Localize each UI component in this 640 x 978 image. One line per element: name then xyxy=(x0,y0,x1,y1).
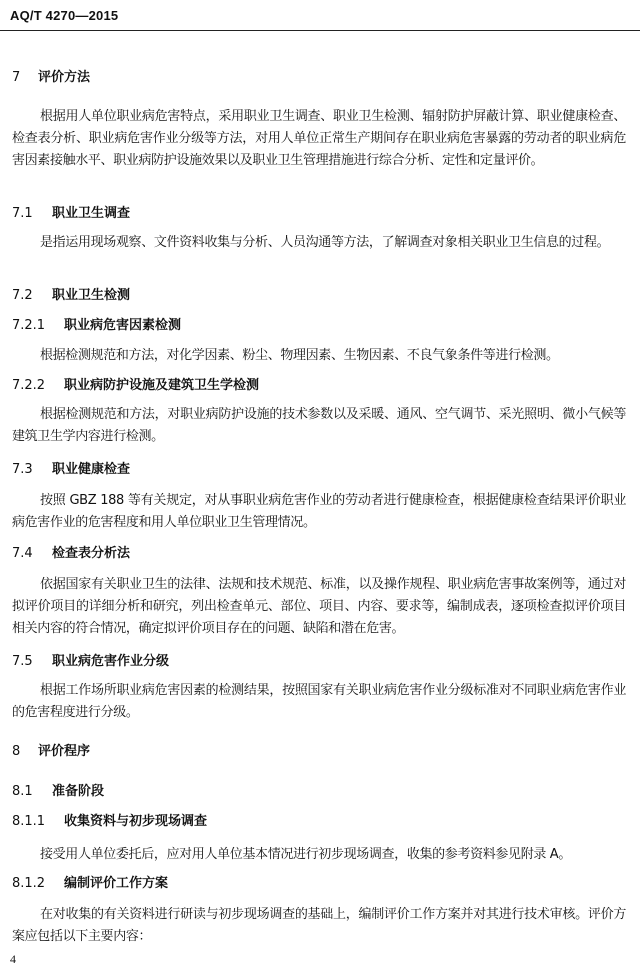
paragraph-8-1-2: 在对收集的有关资料进行研读与初步现场调查的基础上，编制评价工作方案并对其进行技术审核。评价方案应包括以下主要内容： xyxy=(12,907,626,944)
header-rule xyxy=(0,30,640,31)
document-code: AQ/T 4270—2015 xyxy=(10,8,119,23)
page-number: 4 xyxy=(10,952,16,966)
heading-7-2-1: 7.2.1 职业病危害因素检测 xyxy=(12,318,182,333)
paragraph-7-1: 是指运用现场观察、文件资料收集与分析、人员沟通等方法，了解调查对象相关职业卫生信息的过程。 xyxy=(40,235,610,250)
paragraph-7-2-1: 根据检测规范和方法，对化学因素、粉尘、物理因素、生物因素、不良气象条件等进行检测。 xyxy=(40,348,559,363)
heading-7-4: 7.4 检查表分析法 xyxy=(12,546,131,561)
heading-7-3: 7.3 职业健康检查 xyxy=(12,462,131,477)
heading-7-5: 7.5 职业病危害作业分级 xyxy=(12,654,170,669)
heading-7-2: 7.2 职业卫生检测 xyxy=(12,288,131,303)
heading-7: 7 评价方法 xyxy=(12,70,91,85)
paragraph-7-2-2: 根据检测规范和方法，对职业病防护设施的技术参数以及采暖、通风、空气调节、采光照明、微小气候等建筑卫生学内容进行检测。 xyxy=(12,407,626,444)
heading-8-1: 8.1 准备阶段 xyxy=(12,784,105,799)
paragraph-7-5: 根据工作场所职业病危害因素的检测结果，按照国家有关职业病危害作业分级标准对不同职业病危害作业的危害程度进行分级。 xyxy=(12,683,626,720)
heading-8-1-1: 8.1.1 收集资料与初步现场调查 xyxy=(12,814,208,829)
paragraph-7-4: 依据国家有关职业卫生的法律、法规和技术规范、标准，以及操作规程、职业病危害事故案例等，通过对拟评价项目的详细分析和研究，列出检查单元、部位、项目、内容、要求等，编制成表，逐项检查拟评价项目相关内容的符合情况，确定拟评价项目存在的问题、缺陷和潜在危害。 xyxy=(12,577,626,636)
paragraph-8-1-1: 接受用人单位委托后，应对用人单位基本情况进行初步现场调查，收集的参考资料参见附录 A。 xyxy=(40,847,571,862)
heading-7-2-2: 7.2.2 职业病防护设施及建筑卫生学检测 xyxy=(12,378,260,393)
heading-8-1-2: 8.1.2 编制评价工作方案 xyxy=(12,876,169,891)
paragraph-7-3: 按照 GBZ 188 等有关规定，对从事职业病危害作业的劳动者进行健康检查，根据健康检查结果评价职业病危害作业的危害程度和用人单位职业卫生管理情况。 xyxy=(12,493,626,530)
heading-7-1: 7.1 职业卫生调查 xyxy=(12,206,131,221)
heading-8: 8 评价程序 xyxy=(12,744,91,759)
paragraph-7: 根据用人单位职业病危害特点，采用职业卫生调查、职业卫生检测、辐射防护屏蔽计算、职业健康检查、检查表分析、职业病危害作业分级等方法，对用人单位正常生产期间存在职业病危害暴露的劳动者的职业病危害因素接触水平、职业病防护设施效果以及职业卫生管理措施进行综合分析、定性和定量评价。 xyxy=(12,109,626,168)
